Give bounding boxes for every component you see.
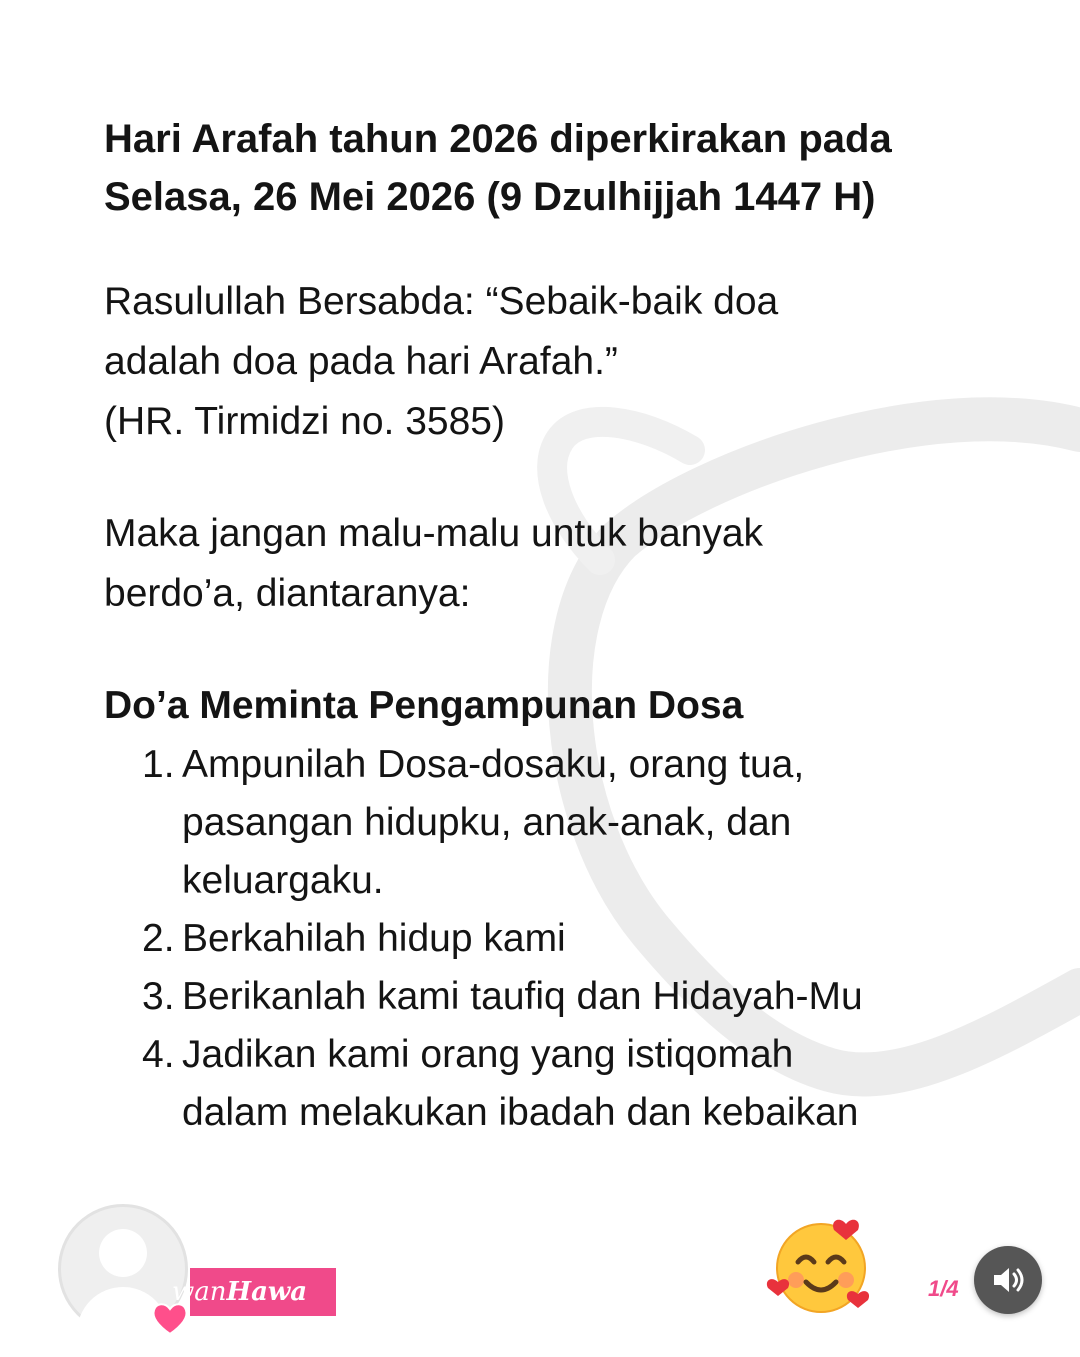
speaker-volume-icon <box>988 1260 1028 1300</box>
doa-list <box>104 736 1004 1142</box>
list-item-line: Berikanlah kami taufiq dan Hidayah-Mu <box>182 975 863 1018</box>
hadith-line-1: Rasulullah Bersabda: “Sebaik-baik doa <box>104 280 779 323</box>
avatar-head <box>99 1229 147 1277</box>
list-item-line: pasangan hidupku, anak-anak, dan <box>182 801 792 844</box>
hadith-quote <box>104 272 1004 452</box>
list-item-line: Ampunilah Dosa-dosaku, orang tua, <box>182 743 805 786</box>
list-item <box>104 968 1004 1026</box>
list-item-number: 3. <box>142 975 175 1018</box>
post-footer <box>0 1190 1080 1350</box>
list-item-line: keluargaku. <box>182 859 384 902</box>
list-item <box>104 736 1004 910</box>
list-item-line: Jadikan kami orang yang istiqomah <box>182 1033 794 1076</box>
list-item <box>104 1026 1004 1142</box>
list-item-number: 1. <box>142 743 175 786</box>
brand-prefix: wan <box>172 1277 227 1307</box>
sound-toggle-button[interactable] <box>974 1246 1042 1314</box>
hadith-source: (HR. Tirmidzi no. 3585) <box>104 400 505 443</box>
list-item-number: 4. <box>142 1033 175 1076</box>
intro-text <box>104 504 1004 624</box>
intro-line-1: Maka jangan malu-malu untuk banyak <box>104 512 764 555</box>
post-content <box>104 110 1004 1142</box>
list-item <box>104 910 1004 968</box>
title-line-2: Selasa, 26 Mei 2026 (9 Dzulhijjah 1447 H) <box>104 175 876 219</box>
list-item-line: dalam melakukan ibadah dan kebaikan <box>182 1091 859 1134</box>
brand-name <box>172 1268 307 1316</box>
post-title <box>104 110 1004 226</box>
hadith-line-2: adalah doa pada hari Arafah.” <box>104 340 618 383</box>
title-line-1: Hari Arafah tahun 2026 diperkirakan pada <box>104 117 892 161</box>
list-item-line: Berkahilah hidup kami <box>182 917 566 960</box>
smiling-face-with-hearts-emoji-icon <box>766 1210 876 1320</box>
brand-bold: Hawa <box>226 1277 308 1307</box>
page-indicator: 1/4 <box>928 1276 959 1301</box>
section-heading: Do’a Meminta Pengampunan Dosa <box>104 684 744 727</box>
brand-badge[interactable] <box>172 1268 336 1316</box>
intro-line-2: berdo’a, diantaranya: <box>104 572 471 615</box>
list-item-number: 2. <box>142 917 175 960</box>
